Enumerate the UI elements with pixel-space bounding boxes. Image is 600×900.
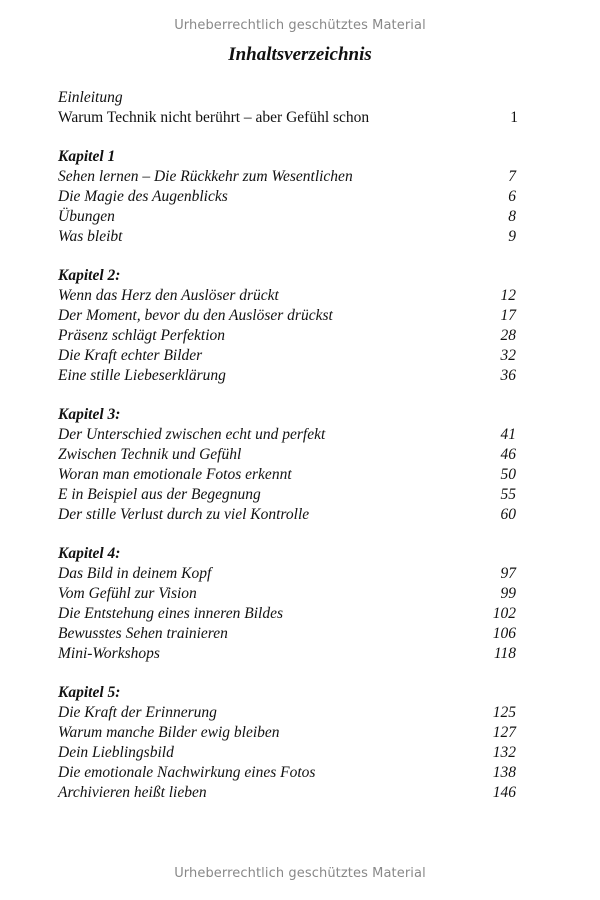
toc-entry-label: Woran man emotionale Fotos erkennt — [58, 466, 292, 483]
toc-entry-page: 12 — [500, 287, 516, 304]
toc-entry-page: 99 — [500, 585, 516, 602]
toc-entry[interactable] — [58, 604, 538, 624]
toc-entry-page: 118 — [493, 645, 516, 662]
toc-entry-label: Vom Gefühl zur Vision — [58, 585, 197, 602]
toc-entry[interactable] — [58, 723, 538, 743]
toc-entry[interactable] — [58, 286, 538, 306]
toc-section-chapter-2 — [58, 266, 538, 386]
toc-entry-page: 17 — [500, 307, 516, 324]
chapter-heading: Kapitel 5: — [58, 684, 121, 701]
chapter-heading: Kapitel 1 — [58, 148, 116, 165]
toc-entry-label: Wenn das Herz den Auslöser drückt — [58, 287, 279, 304]
page-title: Inhaltsverzeichnis — [228, 44, 372, 65]
toc-entry[interactable] — [58, 624, 538, 644]
toc-entry-page: 106 — [492, 625, 516, 642]
chapter-heading: Kapitel 2: — [58, 267, 121, 284]
toc-entry[interactable] — [58, 743, 538, 763]
toc-entry-page: 46 — [500, 446, 516, 463]
toc-entry-page: 7 — [508, 168, 516, 185]
toc-entry-page: 132 — [492, 744, 516, 761]
toc-entry-label: Der Moment, bevor du den Auslöser drückst — [58, 307, 333, 324]
chapter-heading: Kapitel 3: — [58, 406, 121, 423]
toc-entry-label: Archivieren heißt lieben — [58, 784, 207, 801]
toc-entry[interactable] — [58, 584, 538, 604]
toc-entry-label: Die Magie des Augenblicks — [58, 188, 228, 205]
toc-entry-label: Eine stille Liebeserklärung — [58, 367, 226, 384]
table-of-contents — [58, 88, 538, 822]
toc-entry-page: 102 — [492, 605, 516, 622]
toc-entry-label: Die emotionale Nachwirkung eines Fotos — [58, 764, 316, 781]
toc-entry[interactable] — [58, 644, 538, 664]
toc-entry-page: 138 — [492, 764, 516, 781]
toc-entry-page: 8 — [508, 208, 516, 225]
toc-entry-label: Zwischen Technik und Gefühl — [58, 446, 242, 463]
toc-entry-label: Die Entstehung eines inneren Bildes — [58, 605, 283, 622]
toc-entry-page: 6 — [508, 188, 516, 205]
toc-entry-label: Der Unterschied zwischen echt und perfekt — [58, 426, 326, 443]
toc-entry[interactable] — [58, 783, 538, 803]
section-heading-intro: Einleitung — [58, 89, 123, 106]
toc-entry-label: Dein Lieblingsbild — [58, 744, 174, 761]
toc-entry-label: Warum Technik nicht berührt – aber Gefühl schon — [58, 109, 370, 126]
toc-entry-label: Sehen lernen – Die Rückkehr zum Wesentlichen — [58, 168, 353, 185]
toc-entry-label: Warum manche Bilder ewig bleiben — [58, 724, 280, 741]
toc-entry-page: 60 — [500, 506, 516, 523]
toc-entry[interactable] — [58, 108, 538, 128]
toc-entry-page: 55 — [500, 486, 516, 503]
toc-entry[interactable] — [58, 763, 538, 783]
toc-entry[interactable] — [58, 564, 538, 584]
toc-entry[interactable] — [58, 505, 538, 525]
toc-entry-label: Übungen — [58, 208, 115, 225]
toc-entry-page: 50 — [500, 466, 516, 483]
toc-entry[interactable] — [58, 366, 538, 386]
toc-section-chapter-3 — [58, 405, 538, 525]
watermark-top: Urheberrechtlich geschütztes Material — [174, 18, 426, 33]
toc-entry-page: 127 — [492, 724, 516, 741]
toc-entry-label: Der stille Verlust durch zu viel Kontrolle — [58, 506, 310, 523]
toc-entry[interactable] — [58, 425, 538, 445]
toc-entry[interactable] — [58, 485, 538, 505]
toc-entry[interactable] — [58, 306, 538, 326]
toc-entry[interactable] — [58, 703, 538, 723]
toc-entry-label: Präsenz schlägt Perfektion — [58, 327, 226, 344]
toc-section-chapter-4 — [58, 544, 538, 664]
toc-entry[interactable] — [58, 167, 538, 187]
toc-entry-page: 32 — [500, 347, 516, 364]
toc-entry-page: 97 — [500, 565, 516, 582]
toc-entry-page: 28 — [500, 327, 516, 344]
toc-entry-page: 36 — [500, 367, 516, 384]
toc-section-chapter-1 — [58, 147, 538, 247]
toc-entry[interactable] — [58, 346, 538, 366]
toc-entry-page: 9 — [508, 228, 516, 245]
toc-entry[interactable] — [58, 187, 538, 207]
toc-entry-label: Was bleibt — [58, 228, 123, 245]
toc-entry[interactable] — [58, 326, 538, 346]
toc-entry-page: 1 — [510, 109, 518, 126]
chapter-heading: Kapitel 4: — [58, 545, 121, 562]
toc-entry[interactable] — [58, 445, 538, 465]
toc-entry-label: Das Bild in deinem Kopf — [58, 565, 212, 582]
toc-entry[interactable] — [58, 207, 538, 227]
toc-section-intro — [58, 88, 538, 128]
toc-entry-label: Die Kraft der Erinnerung — [58, 704, 217, 721]
watermark-bottom: Urheberrechtlich geschütztes Material — [174, 866, 426, 881]
toc-entry-page: 146 — [492, 784, 516, 801]
toc-entry[interactable] — [58, 465, 538, 485]
toc-entry[interactable] — [58, 227, 538, 247]
toc-entry-label: Bewusstes Sehen trainieren — [58, 625, 228, 642]
toc-entry-label: E in Beispiel aus der Begegnung — [58, 486, 261, 503]
toc-entry-label: Mini-Workshops — [58, 645, 160, 662]
toc-entry-label: Die Kraft echter Bilder — [58, 347, 203, 364]
toc-entry-page: 125 — [492, 704, 516, 721]
toc-entry-page: 41 — [500, 426, 516, 443]
toc-section-chapter-5 — [58, 683, 538, 803]
